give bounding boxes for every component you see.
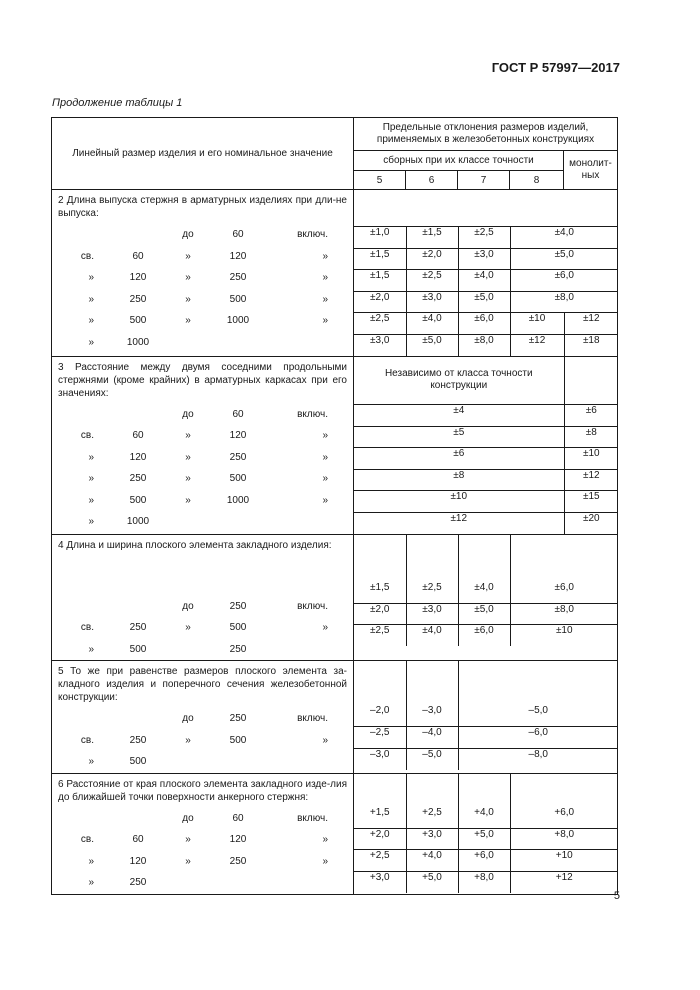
section-5: [52, 661, 618, 774]
section-6: [52, 773, 618, 894]
section-5-description: 5 То же при равенстве размеров плоского элемента за-кладного изделия и поперечного сечения железобетонной конструкции: до 250 включ. св. 250 » 500 » » 500: [52, 661, 354, 774]
header-class-8: 8: [510, 171, 564, 190]
section-4-values: ±1,5 ±2,5 ±4,0 ±6,0 ±2,0 ±3,0 ±5,0 ±8,0 ±2,5 ±4,0 ±6,0 ±10: [354, 534, 618, 661]
header-class-5: 5: [354, 171, 406, 190]
header-class-6: 6: [406, 171, 458, 190]
tolerance-table: [51, 117, 618, 895]
document-code: ГОСТ Р 57997—2017: [491, 60, 620, 75]
section-4: [52, 534, 618, 661]
section-6-description: 6 Расстояние от края плоского элемента закладного изде-лия до ближайшей точки поверхности анкерного стержня: до 60 включ. св. 60 » 120 » » 120 » 250 » » 250: [52, 773, 354, 894]
table-caption: Продолжение таблицы 1: [52, 97, 183, 109]
section-4-description: 4 Длина и ширина плоского элемента закладного изделия: до 250 включ. св. 250 » 500 » » 500 250: [52, 534, 354, 661]
section-2-values: ±1,0 ±1,5 ±2,5 ±4,0 ±1,5 ±2,0 ±3,0 ±5,0 ±1,5 ±2,5 ±4,0 ±6,0 ±2,0 ±3,0 ±5,0 ±8,0 ±2,5 ±4,0 ±6,0 ±10 ±12 ±3,0 ±5,0 ±8,0 ±12 ±18: [354, 190, 618, 357]
section-2-description: 2 Длина выпуска стержня в арматурных изделиях при дли-не выпуска: до 60 включ. св. 60 » 120 » » 120 » 250 » » 250 » 500 » » 500 » 1000 » » 1000: [52, 190, 354, 357]
header-limit-deviations: Предельные отклонения размеров изделий, применяемых в железобетонных конструкциях: [354, 118, 618, 151]
section-6-values: +1,5 +2,5 +4,0 +6,0 +2,0 +3,0 +5,0 +8,0 +2,5 +4,0 +6,0 +10 +3,0 +5,0 +8,0 +12: [354, 773, 618, 894]
header-precast: сборных при их классе точности: [354, 151, 564, 171]
section-3-description: 3 Расстояние между двумя соседними продольными стержнями (кроме крайних) в арматурных каркасах при его значениях: до 60 включ. св. 60 » 120 » » 120 » 250 » » 250 » 500 » » 500 » 1000 » » 1000: [52, 356, 354, 534]
section-2: [52, 190, 618, 357]
section-3: [52, 356, 618, 534]
header-class-7: 7: [458, 171, 510, 190]
section-3-values: Независимо от класса точности конструкции ±4 ±6 ±5 ±8 ±6 ±10 ±8 ±12 ±10 ±15 ±12 ±20: [354, 356, 618, 534]
section-3-independent-note: Независимо от класса точности конструкции: [354, 357, 564, 405]
header-monolithic: монолит-ных: [564, 151, 618, 190]
section-5-values: –2,0 –3,0 –5,0 –2,5 –4,0 –6,0 –3,0 –5,0 –8,0: [354, 661, 618, 774]
page-number: 5: [613, 890, 620, 902]
header-linear-size: Линейный размер изделия и его номинальное значение: [52, 118, 354, 190]
